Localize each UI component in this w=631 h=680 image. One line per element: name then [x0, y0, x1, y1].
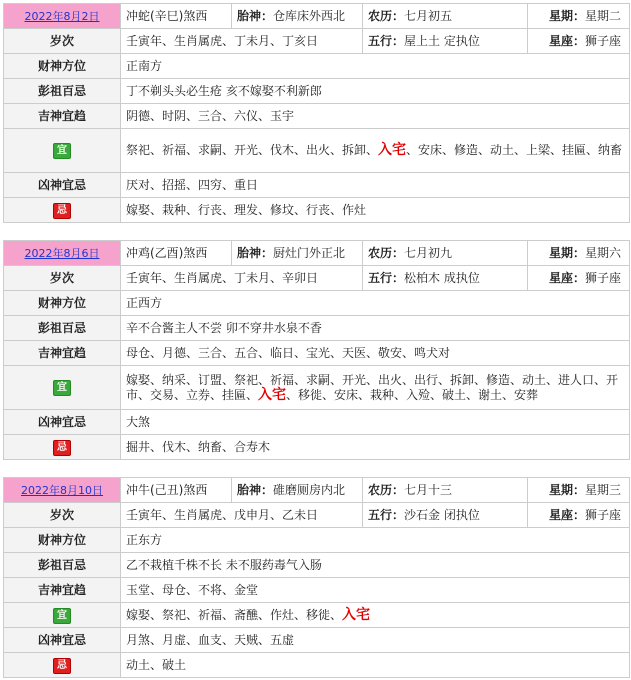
ji-label [4, 653, 121, 678]
wuxing-cell: 五行：屋上土 定执位 [363, 29, 528, 54]
wuxing-cell: 五行：沙石金 闭执位 [363, 503, 528, 528]
nongli-cell: 农历：七月初五 [363, 4, 528, 29]
day-table [3, 240, 630, 460]
xingqi-cell: 星期：星期二 [528, 4, 630, 29]
ji-label [4, 435, 121, 460]
suici-value: 壬寅年、生肖属虎、丁未月、丁亥日 [121, 29, 363, 54]
yi-icon: 宜 [53, 608, 71, 624]
taishen-cell: 胎神：厨灶门外正北 [232, 241, 363, 266]
xiongshen-value: 月煞、月虚、血支、天贼、五虚 [121, 628, 630, 653]
yi-icon: 宜 [53, 143, 71, 159]
jishen-label: 吉神宜趋 [4, 341, 121, 366]
jishen-value: 玉堂、母仓、不将、金堂 [121, 578, 630, 603]
xiongshen-value: 厌对、招摇、四穷、重日 [121, 173, 630, 198]
highlight-ruzhai: 入宅 [258, 386, 287, 403]
jishen-label: 吉神宜趋 [4, 578, 121, 603]
suici-value: 壬寅年、生肖属虎、戊申月、乙未日 [121, 503, 363, 528]
day-table [3, 3, 630, 223]
caishen-label: 财神方位 [4, 291, 121, 316]
xingzuo-cell: 星座：狮子座 [528, 29, 630, 54]
pengzu-label: 彭祖百忌 [4, 79, 121, 104]
pengzu-label: 彭祖百忌 [4, 553, 121, 578]
xiongshen-label: 凶神宜忌 [4, 173, 121, 198]
ji-value: 掘井、伐木、纳畜、合寿木 [121, 435, 630, 460]
taishen-cell: 胎神：碓磨厕房内北 [232, 478, 363, 503]
jishen-value: 阴德、时阴、三合、六仪、玉宇 [121, 104, 630, 129]
ji-value: 嫁娶、栽种、行丧、理发、修坟、行丧、作灶 [121, 198, 630, 223]
suici-value: 壬寅年、生肖属虎、丁未月、辛卯日 [121, 266, 363, 291]
xingqi-cell: 星期：星期六 [528, 241, 630, 266]
date-link[interactable]: 2022年8月2日 [24, 9, 100, 23]
chong-sha: 冲鸡(乙酉)煞西 [121, 241, 232, 266]
caishen-label: 财神方位 [4, 528, 121, 553]
xiongshen-label: 凶神宜忌 [4, 410, 121, 435]
chong-sha: 冲蛇(辛巳)煞西 [121, 4, 232, 29]
yi-value: 嫁娶、祭祀、祈福、斋醮、作灶、移徙、入宅 [121, 603, 630, 628]
ji-icon: 忌 [53, 440, 71, 456]
jishen-value: 母仓、月德、三合、五合、临日、宝光、天医、敬安、鸣犬对 [121, 341, 630, 366]
caishen-value: 正西方 [121, 291, 630, 316]
xiongshen-value: 大煞 [121, 410, 630, 435]
yi-value: 祭祀、祈福、求嗣、开光、伐木、出火、拆卸、入宅、安床、修造、动土、上梁、挂匾、纳畜 [121, 129, 630, 173]
pengzu-value: 辛不合酱主人不尝 卯不穿井水泉不香 [121, 316, 630, 341]
pengzu-value: 丁不剃头头必生疮 亥不嫁娶不利新郎 [121, 79, 630, 104]
chong-sha: 冲牛(己丑)煞西 [121, 478, 232, 503]
xingqi-cell: 星期：星期三 [528, 478, 630, 503]
ji-icon: 忌 [53, 658, 71, 674]
ji-label [4, 198, 121, 223]
date-cell [4, 478, 121, 503]
jishen-label: 吉神宜趋 [4, 104, 121, 129]
yi-value: 嫁娶、纳采、订盟、祭祀、祈福、求嗣、开光、出火、出行、拆卸、修造、动土、进人口、开市、交易、立券、挂匾、入宅、移徙、安床、栽种、入殓、破土、谢土、安葬 [121, 366, 630, 410]
yi-label [4, 603, 121, 628]
pengzu-value: 乙不栽植千株不长 未不服药毒气入肠 [121, 553, 630, 578]
wuxing-cell: 五行：松柏木 成执位 [363, 266, 528, 291]
date-link[interactable]: 2022年8月10日 [21, 483, 103, 497]
caishen-label: 财神方位 [4, 54, 121, 79]
yi-icon: 宜 [53, 380, 71, 396]
suici-label: 岁次 [4, 266, 121, 291]
ji-icon: 忌 [53, 203, 71, 219]
yi-label [4, 366, 121, 410]
taishen-cell: 胎神：仓库床外西北 [232, 4, 363, 29]
xingzuo-cell: 星座：狮子座 [528, 266, 630, 291]
pengzu-label: 彭祖百忌 [4, 316, 121, 341]
date-link[interactable]: 2022年8月6日 [24, 246, 100, 260]
suici-label: 岁次 [4, 503, 121, 528]
highlight-ruzhai: 入宅 [378, 142, 407, 158]
nongli-cell: 农历：七月初九 [363, 241, 528, 266]
day-table [3, 477, 630, 678]
suici-label: 岁次 [4, 29, 121, 54]
highlight-ruzhai: 入宅 [342, 606, 371, 623]
nongli-cell: 农历：七月十三 [363, 478, 528, 503]
caishen-value: 正南方 [121, 54, 630, 79]
ji-value: 动土、破土 [121, 653, 630, 678]
date-cell [4, 4, 121, 29]
xiongshen-label: 凶神宜忌 [4, 628, 121, 653]
xingzuo-cell: 星座：狮子座 [528, 503, 630, 528]
caishen-value: 正东方 [121, 528, 630, 553]
yi-label [4, 129, 121, 173]
date-cell [4, 241, 121, 266]
